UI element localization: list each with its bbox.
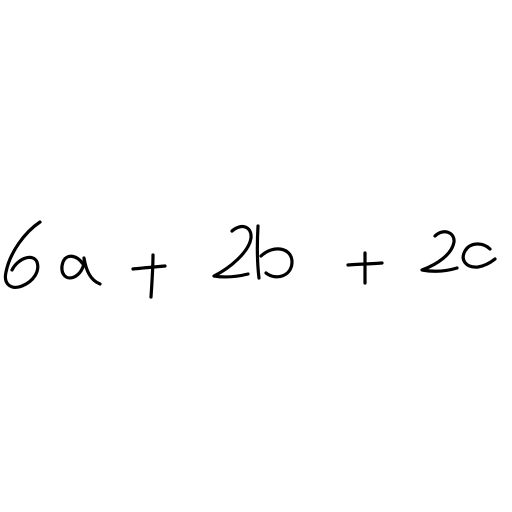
letter-b — [257, 226, 292, 278]
digit-six — [5, 222, 40, 287]
plus-sign-2 — [348, 253, 382, 283]
letter-a — [62, 256, 100, 284]
digit-two-1 — [214, 227, 251, 278]
plus-sign-1 — [133, 255, 165, 297]
letter-c — [463, 244, 495, 267]
digit-two-2 — [422, 232, 457, 272]
